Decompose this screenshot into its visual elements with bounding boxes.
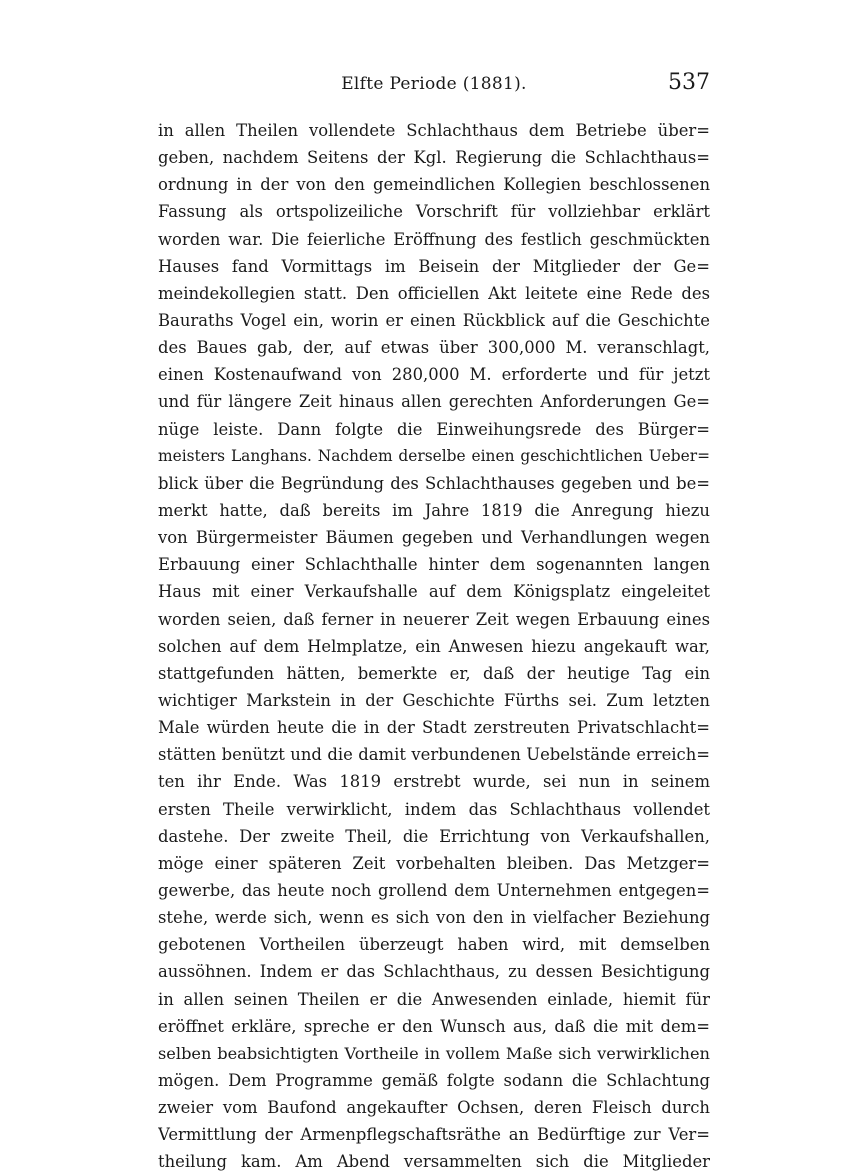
text-line: meisters Langhans. Nachdem derselbe einen geschichtlichen Ueber= [158, 446, 710, 465]
text-line: Bauraths Vogel ein, worin er einen Rückblick auf die Geschichte [158, 310, 710, 330]
text-line: von Bürgermeister Bäumen gegeben und Verhandlungen wegen [158, 528, 710, 548]
text-line: ersten Theile verwirklicht, indem das Schlachthaus vollendet [158, 799, 710, 819]
text-line: Hauses fand Vormittags im Beisein der Mitglieder der Ge= [158, 256, 710, 276]
text-line: worden seien, daß ferner in neuerer Zeit wegen Erbauung eines [158, 609, 710, 629]
text-line: eröffnet erkläre, spreche er den Wunsch aus, daß die mit dem= [158, 1016, 710, 1036]
text-line: wichtiger Markstein in der Geschichte Fürths sei. Zum letzten [158, 690, 710, 710]
text-line: worden war. Die feierliche Eröffnung des festlich geschmückten [158, 229, 710, 249]
text-line: stätten benützt und die damit verbundenen Uebelstände erreich= [158, 745, 710, 765]
running-head: Elfte Periode (1881). [341, 74, 527, 94]
text-line: stattgefunden hätten, bemerkte er, daß der heutige Tag ein [158, 663, 710, 683]
text-line: aussöhnen. Indem er das Schlachthaus, zu dessen Besichtigung [158, 962, 710, 982]
text-line: gebotenen Vortheilen überzeugt haben wird, mit demselben [158, 935, 710, 955]
text-line: merkt hatte, daß bereits im Jahre 1819 die Anregung hiezu [158, 500, 710, 520]
text-line: ordnung in der von den gemeindlichen Kollegien beschlossenen [158, 175, 710, 195]
text-line: selben beabsichtigten Vortheile in vollem Maße sich verwirklichen [158, 1043, 710, 1063]
page-number: 537 [668, 70, 710, 95]
body-text [158, 117, 710, 1175]
text-line: zweier vom Baufond angekaufter Ochsen, deren Fleisch durch [158, 1098, 710, 1118]
text-line: Male würden heute die in der Stadt zerstreuten Privatschlacht= [158, 718, 710, 738]
text-line: mögen. Dem Programme gemäß folgte sodann die Schlachtung [158, 1070, 710, 1090]
page-header [158, 70, 710, 102]
text-line: nüge leiste. Dann folgte die Einweihungsrede des Bürger= [158, 419, 710, 439]
text-line: stehe, werde sich, wenn es sich von den in vielfacher Beziehung [158, 908, 710, 928]
text-line: in allen seinen Theilen er die Anwesenden einlade, hiemit für [158, 989, 710, 1009]
text-line: und für längere Zeit hinaus allen gerechten Anforderungen Ge= [158, 392, 710, 412]
text-line: gewerbe, das heute noch grollend dem Unternehmen entgegen= [158, 880, 710, 900]
text-line: Fassung als ortspolizeiliche Vorschrift für vollziehbar erklärt [158, 202, 710, 222]
text-line: möge einer späteren Zeit vorbehalten bleiben. Das Metzger= [158, 853, 710, 873]
text-line: Vermittlung der Armenpflegschaftsräthe an Bedürftige zur Ver= [158, 1125, 710, 1145]
text-line: in allen Theilen vollendete Schlachthaus dem Betriebe über= [158, 121, 710, 140]
text-line: des Baues gab, der, auf etwas über 300,000 M. veranschlagt, [158, 338, 710, 358]
text-line: einen Kostenaufwand von 280,000 M. erforderte und für jetzt [158, 365, 710, 385]
text-line: ten ihr Ende. Was 1819 erstrebt wurde, sei nun in seinem [158, 772, 710, 792]
text-line: Erbauung einer Schlachthalle hinter dem sogenannten langen [158, 555, 710, 575]
text-line: theilung kam. Am Abend versammelten sich die Mitglieder [158, 1152, 710, 1172]
text-line: meindekollegien statt. Den officiellen Akt leitete eine Rede des [158, 283, 710, 303]
text-line: Haus mit einer Verkaufshalle auf dem Königsplatz eingeleitet [158, 582, 710, 602]
text-line: blick über die Begründung des Schlachthauses gegeben und be= [158, 473, 710, 493]
text-line: solchen auf dem Helmplatze, ein Anwesen hiezu angekauft war, [158, 636, 710, 656]
text-line: geben, nachdem Seitens der Kgl. Regierung die Schlachthaus= [158, 148, 710, 168]
text-line: dastehe. Der zweite Theil, die Errichtung von Verkaufshallen, [158, 826, 710, 846]
